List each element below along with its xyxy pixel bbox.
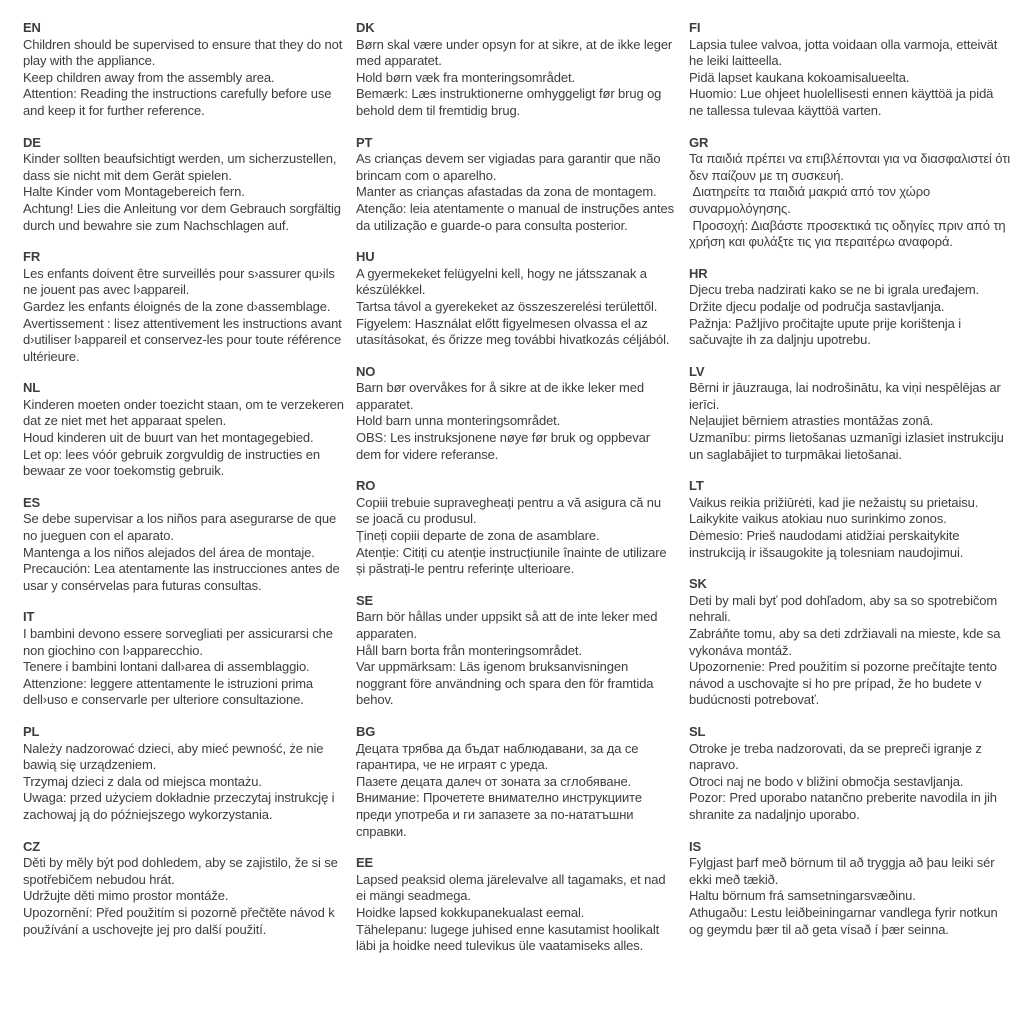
statement-text: Houd kinderen uit de buurt van het montagegebied. — [23, 430, 314, 446]
language-section-fi — [689, 20, 1010, 120]
language-code: SE — [356, 592, 374, 608]
language-section-ro — [356, 478, 677, 578]
statement-text: Gardez les enfants éloignés de la zone d›assemblage. — [23, 298, 331, 314]
language-code: RO — [356, 478, 376, 494]
language-code: DE — [23, 134, 41, 150]
language-code: DK — [356, 20, 375, 35]
statement-text: Προσοχή: Διαβάστε προσεκτικά τις οδηγίες πριν από τη χρήση και φυλάξτε τις για περαιτέρω αναφορά. — [689, 217, 1010, 250]
statement-text: Dėmesio: Prieš naudodami atidžiai perskaitykite instrukciją ir išsaugokite ją tolesniam naudojimui. — [689, 528, 964, 560]
language-code: NO — [356, 363, 376, 379]
statement-text: Bemærk: Læs instruktionerne omhyggeligt før brug og behold dem til fremtidig brug. — [356, 86, 665, 118]
statement-text: Precaución: Lea atentamente las instrucciones antes de usar y consérvelas para futuras consultas. — [23, 561, 344, 593]
statement-text: Внимание: Прочетете внимателно инструкциите преди употреба и ги запазете за по-нататъшни справки. — [356, 790, 646, 839]
language-code: FI — [689, 20, 701, 35]
statement-text: Fylgjast þarf með börnum til að tryggja að þau leiki sér ekki með tækið. — [689, 855, 998, 887]
statement-text: Let op: lees vóór gebruik zorgvuldig de instructies en bewaar ze voor toekomstig gebruik. — [23, 446, 324, 479]
statement-text: Uzmanību: pirms lietošanas uzmanīgi izlasiet instrukciju un saglabājiet to turpmākai lietošanai. — [689, 430, 1008, 462]
statement-text: Huomio: Lue ohjeet huolellisesti ennen käyttöä ja pidä ne tallessa tulevaa käyttöä varten. — [689, 86, 997, 118]
statement-text: Laikykite vaikus atokiau nuo surinkimo zonos. — [689, 511, 947, 527]
statement-text: Attenzione: leggere attentamente le istruzioni prima dell›uso e conservarle per ulteriore consultazione. — [23, 675, 317, 708]
statement-text: Achtung! Lies die Anleitung vor dem Gebrauch sorgfältig durch und bewahre sie zum Nachschlagen auf. — [23, 200, 345, 233]
statement-text: Les enfants doivent être surveillés pour s›assurer qu›ils ne jouent pas avec l›appareil. — [23, 265, 339, 298]
language-section-is — [689, 839, 1010, 939]
statement-text: Uwaga: przed użyciem dokładnie przeczytaj instrukcję i zachowaj ją do późniejszego wykorzystania. — [23, 790, 338, 822]
statement-text: Håll barn borta från monteringsområdet. — [356, 642, 582, 658]
statement-text: Пазете децата далеч от зоната за сглобяване. — [356, 773, 632, 789]
statement-text: Keep children away from the assembly area. — [23, 69, 275, 85]
statement-text: Hold barn unna monteringsområdet. — [356, 413, 561, 429]
statement-text: Deti by mali byť pod dohľadom, aby sa so spotrebičom nehrali. — [689, 592, 1001, 625]
statement-text: Otroci naj ne bodo v bližini območja sestavljanja. — [689, 773, 964, 789]
language-section-se — [356, 593, 677, 709]
statement-text: Atenție: Citiți cu atenție instrucțiunile înainte de utilizare și păstrați-le pentru referințe ulterioare. — [356, 544, 671, 577]
column-3 — [689, 20, 1014, 1014]
statement-text: Vaikus reikia prižiūrėti, kad jie nežaistų su prietaisu. — [689, 494, 979, 510]
language-code: BG — [356, 723, 376, 739]
language-code: LT — [689, 478, 704, 494]
statement-text: Hold børn væk fra monteringsområdet. — [356, 69, 575, 85]
statement-text: Børn skal være under opsyn for at sikre, at de ikke leger med apparatet. — [356, 36, 676, 69]
language-section-de — [23, 135, 344, 235]
statement-text: Hoidke lapsed kokkupanekualast eemal. — [356, 904, 585, 920]
statement-text: Lapsed peaksid olema järelevalve all tagamaks, et nad ei mängi seadmega. — [356, 871, 669, 904]
statement-text: Tenere i bambini lontani dall›area di assemblaggio. — [23, 659, 310, 675]
statement-text: Zabráňte tomu, aby sa deti zdržiavali na mieste, kde sa vykonáva montáž. — [689, 626, 1004, 658]
language-code: NL — [23, 380, 41, 396]
statement-text: Udržujte děti mimo prostor montáže. — [23, 888, 229, 904]
language-code: LV — [689, 363, 705, 379]
language-section-fr — [23, 249, 344, 365]
language-section-no — [356, 364, 677, 464]
statement-text: Djecu treba nadzirati kako se ne bi igrala uređajem. — [689, 282, 980, 298]
statement-text: Bērni ir jāuzrauga, lai nodrošinātu, ka viņi nespēlējas ar ierīci. — [689, 380, 1005, 412]
language-section-en — [23, 20, 344, 120]
statement-text: Lapsia tulee valvoa, jotta voidaan olla varmoja, etteivät he leiki laitteella. — [689, 36, 1001, 69]
language-section-cz — [23, 839, 344, 939]
language-code: IT — [23, 609, 35, 625]
statement-text: Děti by měly být pod dohledem, aby se zajistilo, že si se spotřebičem nebudou hrát. — [23, 855, 342, 887]
language-code: IS — [689, 838, 702, 854]
statement-text: Pažnja: Pažljivo pročitajte upute prije korištenja i sačuvajte ih za daljnju upotrebu. — [689, 315, 965, 348]
statement-text: Țineți copiii departe de zona de asamblare. — [356, 528, 600, 544]
language-code: CZ — [23, 838, 41, 854]
statement-text: Attention: Reading the instructions carefully before use and keep it for further reference. — [23, 86, 335, 118]
language-section-nl — [23, 380, 348, 480]
language-code: PL — [23, 723, 40, 739]
language-code: EE — [356, 855, 374, 871]
statement-text: Mantenga a los niños alejados del área de montaje. — [23, 544, 315, 560]
statement-text: Avertissement : lisez attentivement les instructions avant d›utiliser l›appareil et conservez-les pour toute référence ultérieure. — [23, 315, 346, 364]
language-code: ES — [23, 494, 41, 510]
language-code: GR — [689, 134, 709, 150]
language-section-dk — [356, 20, 677, 120]
statement-text: Upozornění: Před použitím si pozorně přečtěte návod k používání a uschovejte jej pro další použití. — [23, 904, 339, 937]
statement-text: Neļaujiet bērniem atrasties montāžas zonā. — [689, 413, 934, 429]
statement-text: Tartsa távol a gyerekeket az összeszerelési területtől. — [356, 298, 658, 314]
statement-text: Otroke je treba nadzorovati, da se prepreči igranje z napravo. — [689, 740, 986, 773]
column-1 — [23, 20, 348, 1014]
column-2 — [356, 20, 677, 1014]
statement-text: Διατηρείτε τα παιδιά μακριά από τον χώρο συναρμολόγησης. — [689, 184, 934, 216]
statement-text: Figyelem: Használat előtt figyelmesen olvassa el az utasításokat, és őrizze meg további hivatkozás céljából. — [356, 315, 670, 348]
language-section-it — [23, 609, 344, 709]
statement-text: Pozor: Pred uporabo natančno preberite navodila in jih shranite za nadaljnjo uporabo. — [689, 790, 1001, 822]
language-code: EN — [23, 20, 41, 35]
statement-text: A gyermekeket felügyelni kell, hogy ne játsszanak a készülékkel. — [356, 265, 651, 298]
language-section-lv — [689, 364, 1010, 464]
language-code: FR — [23, 249, 41, 265]
statement-text: Pidä lapset kaukana kokoamisalueelta. — [689, 69, 910, 85]
statement-text: Trzymaj dzieci z dala od miejsca montażu. — [23, 773, 262, 789]
statement-text: Var uppmärksam: Läs igenom bruksanvisningen noggrant före användning och spara den för framtida behov. — [356, 659, 657, 708]
statement-text: Držite djecu podalje od područja sastavljanja. — [689, 298, 945, 314]
language-section-gr — [689, 134, 1014, 251]
language-code: HU — [356, 249, 375, 265]
language-section-pl — [23, 724, 344, 824]
statement-text: Upozornenie: Pred použitím si pozorne prečítajte tento návod a uschovajte si ho pre prípad, že ho budete v budúcnosti potrebovať. — [689, 659, 1001, 708]
statement-text: Tähelepanu: lugege juhised enne kasutamist hoolikalt läbi ja hoidke need tulevikus üle vaatamiseks alles. — [356, 921, 663, 954]
statement-text: Kinder sollten beaufsichtigt werden, um sicherzustellen, dass sie nicht mit dem Gerät spielen. — [23, 151, 340, 183]
statement-text: I bambini devono essere sorvegliati per assicurarsi che non giochino con l›apparecchio. — [23, 626, 337, 658]
statement-text: Se debe supervisar a los niños para asegurarse de que no jueguen con el aparato. — [23, 511, 340, 544]
language-section-hr — [689, 266, 1010, 349]
statement-text: Barn bör hållas under uppsikt så att de inte leker med apparaten. — [356, 609, 661, 641]
statement-text: As crianças devem ser vigiadas para garantir que não brincam com o aparelho. — [356, 151, 664, 183]
statement-text: Haltu börnum frá samsetningarsvæðinu. — [689, 888, 916, 904]
language-section-pt — [356, 135, 677, 235]
language-code: SL — [689, 723, 706, 739]
statement-text: Kinderen moeten onder toezicht staan, om te verzekeren dat ze niet met het apparaat spelen. — [23, 396, 348, 429]
language-section-hu — [356, 249, 677, 349]
statement-text: Manter as crianças afastadas da zona de montagem. — [356, 184, 657, 200]
language-section-lt — [689, 478, 1010, 561]
language-section-es — [23, 495, 344, 595]
language-section-ee — [356, 855, 677, 955]
language-code: HR — [689, 265, 708, 281]
statement-text: Atenção: leia atentamente o manual de instruções antes da utilização e guarde-o para consulta posterior. — [356, 200, 678, 233]
statement-text: Children should be supervised to ensure that they do not play with the appliance. — [23, 36, 346, 69]
statement-text: Athugaðu: Lestu leiðbeiningarnar vandlega fyrir notkun og geymdu þær til að geta vísað í þær seinna. — [689, 904, 1002, 937]
statement-text: Τα παιδιά πρέπει να επιβλέπονται για να διασφαλιστεί ότι δεν παίζουν με τη συσκευή. — [689, 151, 1014, 183]
statement-text: OBS: Les instruksjonene nøye før bruk og oppbevar dem for videre referanse. — [356, 430, 654, 462]
statement-text: Copiii trebuie supravegheați pentru a vă asigura că nu se joacă cu produsul. — [356, 494, 665, 527]
language-code: SK — [689, 576, 707, 592]
language-code: PT — [356, 134, 373, 150]
statement-text: Децата трябва да бъдат наблюдавани, за да се гарантира, че не играят с уреда. — [356, 740, 642, 773]
statement-text: Barn bør overvåkes for å sikre at de ikke leker med apparatet. — [356, 380, 648, 412]
statement-text: Należy nadzorować dzieci, aby mieć pewność, że nie bawią się urządzeniem. — [23, 740, 327, 773]
language-section-sl — [689, 724, 1010, 824]
statement-text: Halte Kinder vom Montagebereich fern. — [23, 184, 245, 200]
language-section-bg — [356, 724, 677, 840]
language-section-sk — [689, 576, 1010, 709]
